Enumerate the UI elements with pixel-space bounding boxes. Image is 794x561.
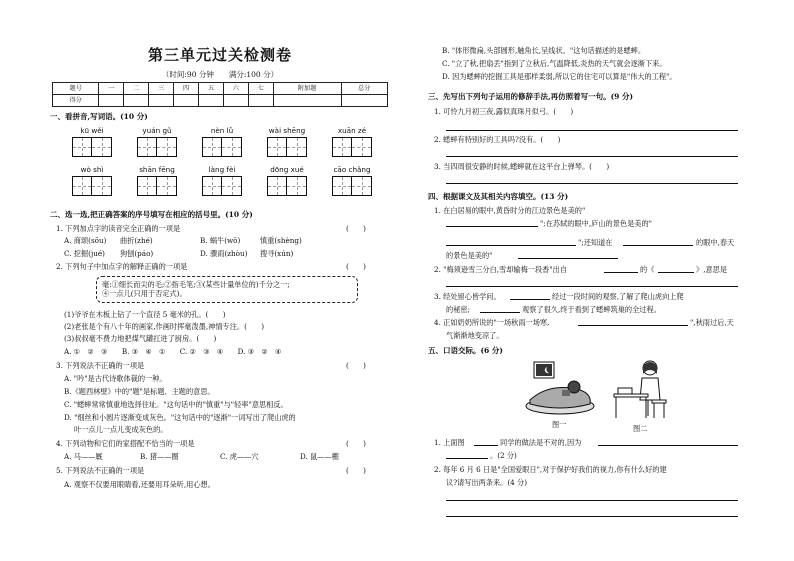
question-2-5: 5. 下列说法不正确的一项是 (56, 466, 145, 475)
question-5-1-cont: 同学的做法是不对的,因为 (500, 438, 582, 447)
score-cell[interactable] (124, 95, 149, 107)
writing-grid[interactable] (202, 137, 242, 157)
question-4-1: 1. 在白居易的眼中,黄昏时分的江边景色是美的" (434, 206, 586, 215)
page-title: 第三单元过关检测卷 (147, 46, 292, 64)
pinyin-item (332, 126, 372, 157)
pinyin-item (267, 165, 307, 196)
pinyin-label: yuán gǔ (142, 126, 172, 135)
score-table-score-row (53, 95, 388, 107)
definition-line-1: 毫:①细长而尖的毛;②指毛笔;③(某些计量单位的)千分之一; (102, 280, 290, 289)
score-table (52, 82, 388, 107)
answer-line[interactable] (658, 272, 694, 273)
option-a: A. 观察不仅要用眼睛看,还要用耳朵听,用心想。 (64, 480, 215, 489)
question-3-2: 2. 蟋蟀有特别好的工具吗?没有。( ) (434, 135, 561, 144)
answer-paren[interactable]: ( ) (346, 224, 366, 233)
score-cell: 五 (198, 83, 223, 95)
pinyin-label: shān fēng (139, 165, 175, 174)
score-cell: 总分 (341, 83, 387, 95)
answer-line[interactable] (446, 286, 738, 287)
question-4-1-cont3: 的眼中,春天 (696, 238, 735, 247)
question-3-3: 3. 当四周很安静的时候,蟋蟀就在这平台上弹琴。( ) (434, 162, 610, 171)
pinyin-item (332, 165, 372, 196)
question-2-2-options: A. ① ② ③ B. ③ ④ ① C. ② ③ ④ D. ③ ② ④ (64, 347, 282, 356)
option-c: C. 虎——穴 (220, 452, 259, 461)
question-2-1: 1. 下列加点字的读音完全正确的一项是 (56, 224, 181, 233)
option-c: C. 挖掘(jué) (64, 249, 105, 258)
pinyin-label: xuān zé (337, 126, 367, 135)
writing-grid[interactable] (137, 176, 177, 196)
answer-line[interactable] (510, 299, 550, 300)
pinyin-label: kū wěi (80, 126, 104, 135)
pinyin-item (137, 165, 177, 196)
score-cell: 题号 (53, 83, 99, 95)
right-column (428, 0, 748, 561)
question-2-2: 2. 下列句子中加点字的解释正确的一项是 (56, 262, 188, 271)
question-4-2-cont2: 》,意思是 (696, 265, 728, 274)
writing-grid[interactable] (332, 176, 372, 196)
pinyin-item (72, 165, 112, 196)
question-4-1-cont2: ";还知道在 (578, 238, 613, 247)
score-cell: 四 (174, 83, 199, 95)
option-d-word2: 搜寻(xún) (260, 249, 294, 258)
answer-paren[interactable]: ( ) (346, 466, 366, 475)
answer-line[interactable] (598, 445, 738, 446)
score-cell: 三 (149, 83, 174, 95)
answer-line[interactable] (446, 500, 738, 501)
pinyin-item (72, 126, 112, 157)
writing-grid[interactable] (72, 137, 112, 157)
pinyin-label: làng fèi (208, 165, 236, 174)
pinyin-label: dōng xué (270, 165, 304, 174)
definition-box (96, 276, 358, 303)
question-5-2-cont: 议?请写出两条来。(4 分) (446, 478, 528, 487)
definition-line-2: ④一点儿(只用于否定式)。 (102, 289, 187, 298)
answer-line[interactable] (578, 325, 688, 326)
score-cell[interactable] (223, 95, 248, 107)
answer-line[interactable] (446, 516, 738, 517)
answer-line[interactable] (446, 130, 738, 131)
question-4-4: 4. 正如奶奶所说的"一场秋雨一场寒, (434, 318, 550, 327)
answer-paren[interactable]: ( ) (346, 439, 366, 448)
score-table-header-row (53, 83, 388, 95)
score-cell[interactable] (198, 95, 223, 107)
option-b: B. 蜗牛(wō) (200, 236, 241, 245)
pinyin-item (137, 126, 177, 157)
score-cell[interactable] (273, 95, 341, 107)
section3-heading: 三、先写出下列句子运用的修辞手法,再仿照着写一句。(9 分) (428, 92, 634, 101)
score-cell: 七 (248, 83, 273, 95)
score-cell[interactable] (341, 95, 387, 107)
question-5-1: 1. 上面图 (434, 438, 465, 447)
answer-line[interactable] (623, 245, 693, 246)
answer-paren[interactable]: ( ) (346, 361, 366, 370)
reading-child-illustration (610, 358, 674, 422)
question-3-1: 1. 可怜九月初三夜,露似真珠月似弓。( ) (434, 107, 574, 116)
score-cell: 得分 (53, 95, 99, 107)
option-d-cont: 叶一点儿一点儿变成灰色的。 (74, 425, 168, 434)
sentence-2: (2)老张是个有八十年的画家,作画时挥毫泼墨,神情专注。( ) (64, 322, 265, 331)
question-4-4-cont: ",秋雨过后,天 (690, 318, 734, 327)
option-b-word2: 慎重(shèng) (260, 236, 302, 245)
answer-line[interactable] (518, 258, 618, 259)
pinyin-item (267, 126, 307, 157)
question-4-1-cont4: 的景色是美的" (446, 251, 493, 260)
writing-grid[interactable] (202, 176, 242, 196)
left-column (50, 0, 390, 561)
sentence-1: (1)爷爷在木板上钻了一个直径 5 毫米的孔。( ) (64, 310, 226, 319)
writing-grid[interactable] (72, 176, 112, 196)
option-d: D. 鼠——棚 (300, 452, 339, 461)
option-d: D. "细丝和小圆片逐渐变成灰色。"这句话中的"逐渐"一词写出了爬山虎的 (64, 413, 296, 422)
score-cell[interactable] (174, 95, 199, 107)
answer-line[interactable] (474, 445, 498, 446)
question-4-2: 2. "梅须逊雪三分白,雪却输梅一段香"出自 (434, 265, 568, 274)
option-c-word2: 狗刨(páo) (120, 249, 154, 258)
option-b: B. 猪——圈 (140, 452, 179, 461)
writing-grid[interactable] (137, 137, 177, 157)
sentence-3: (3)叔叔毫不费力地把煤气罐扛进了厨房。( ) (64, 334, 217, 343)
writing-grid[interactable] (267, 176, 307, 196)
pinyin-label: wò shì (80, 165, 104, 174)
question-4-1-cont: ";在苏轼的眼中,庐山的景色是美的" (540, 219, 652, 228)
question-5-2: 2. 每年 6 月 6 日是"全国爱眼日",对于保护好我们的视力,你有什么好的建 (434, 465, 667, 474)
pinyin-label: nèn lǜ (210, 126, 234, 135)
question-4-4-cont2: 气渐渐地变凉了。 (446, 331, 504, 340)
answer-line[interactable] (446, 183, 738, 184)
answer-paren[interactable]: ( ) (346, 262, 366, 271)
writing-grid[interactable] (332, 137, 372, 157)
question-5-1-score: 。(2 分) (490, 451, 517, 460)
option-b: B. "体形微扁,头部圆形,触角长,呈线状。"这句话描述的是蟋蟀。 (442, 46, 646, 55)
answer-line[interactable] (604, 272, 638, 273)
section2-heading: 二、选一选,把正确答案的序号填写在相应的括号里。(10 分) (50, 210, 253, 219)
pinyin-label: wài shēng (268, 126, 306, 135)
pinyin-label: cāo chǎng (333, 165, 371, 174)
question-2-3: 3. 下列说法不正确的一项是 (56, 361, 145, 370)
score-cell[interactable] (99, 95, 124, 107)
score-cell: 附加题 (273, 83, 341, 95)
score-cell[interactable] (149, 95, 174, 107)
score-cell: 二 (124, 83, 149, 95)
option-a: A. "吟"是古代诗歌体裁的一种。 (64, 374, 167, 383)
sleeping-child-illustration (520, 360, 600, 418)
answer-line[interactable] (446, 245, 576, 246)
question-4-3: 3. 经处留心皆学问。 (434, 292, 501, 301)
question-4-3-cont2: 的秘密; (446, 305, 470, 314)
section4-heading: 四、根据课文及其相关内容填空。(13 分) (428, 192, 569, 201)
page-subtitle: （时间:90 分钟 满分:100 分） (161, 70, 279, 79)
option-a: A. 马——厩 (64, 452, 103, 461)
pinyin-item (202, 126, 242, 157)
option-b: B.《题西林壁》中的"题"是标题、主题的意思。 (64, 387, 215, 396)
option-c: C. "蟋蟀常常慎重地选择住址。"这句话中的"慎重"与"轻率"意思相反。 (64, 400, 288, 409)
score-cell[interactable] (248, 95, 273, 107)
option-a: A. 商颂(sōu) (64, 236, 107, 245)
answer-line[interactable] (446, 458, 488, 459)
figure-2-caption: 图二 (633, 424, 648, 433)
option-a-word2: 曲折(zhé) (120, 236, 153, 245)
score-cell: 六 (223, 83, 248, 95)
section5-heading: 五、口语交际。(6 分) (428, 346, 503, 355)
option-d: D. 骤雨(zhòu) (200, 249, 248, 258)
question-4-3-cont3: 观察了很久,终于看到了蟋蟀筑巢的全过程。 (522, 305, 661, 314)
writing-grid[interactable] (267, 137, 307, 157)
answer-line[interactable] (446, 156, 738, 157)
question-2-4: 4. 下列动物和它们的家搭配不恰当的一项是 (56, 439, 195, 448)
option-d: D. 因为蟋蟀的挖掘工具是那样柔弱,所以它的住宅可以算是"伟大的工程"。 (442, 72, 677, 81)
score-cell: 一 (99, 83, 124, 95)
figure-1-caption: 图一 (552, 420, 567, 429)
answer-line[interactable] (480, 312, 520, 313)
question-4-2-cont: 的《 (640, 265, 655, 274)
section1-heading: 一、看拼音,写词语。(10 分) (50, 112, 148, 121)
pinyin-item (202, 165, 242, 196)
question-4-3-cont: 经过一段时间的观察,了解了爬山虎向上爬 (552, 292, 684, 301)
answer-line[interactable] (446, 226, 538, 227)
option-c: C. "立了秋,把扇丢"指到了立秋后,气温降低,炎热的天气就会逐渐下来。 (442, 59, 667, 68)
